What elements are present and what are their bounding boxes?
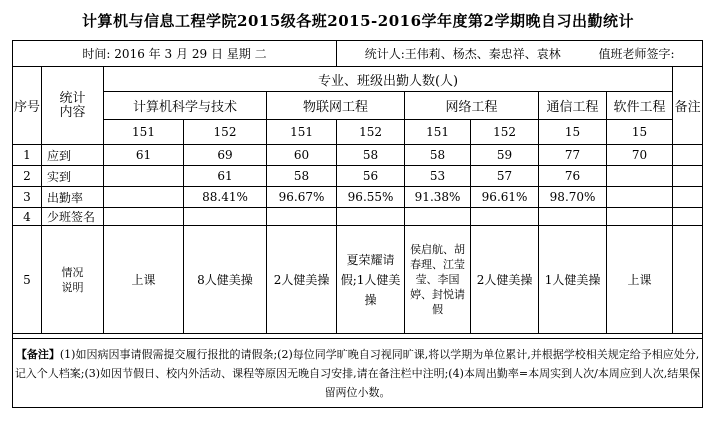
data-cell	[104, 208, 184, 226]
counter-label: 统计人:	[364, 47, 405, 61]
dept-software: 软件工程	[607, 92, 673, 120]
row-label: 实到	[42, 166, 104, 187]
seq-cell: 1	[13, 145, 42, 166]
data-cell: 53	[405, 166, 471, 187]
data-cell: 96.67%	[267, 187, 337, 208]
header-class-row	[13, 120, 703, 145]
situation-label-line2: 说明	[61, 280, 84, 294]
remark-cell	[673, 145, 703, 166]
data-cell	[104, 187, 184, 208]
data-cell: 60	[267, 145, 337, 166]
table-row-situation	[13, 226, 703, 334]
month-value: 3	[164, 47, 173, 61]
data-cell: 98.70%	[539, 187, 607, 208]
data-cell: 1人健美操	[539, 226, 607, 334]
day-value: 29	[191, 47, 208, 61]
notes-label: 【备注】	[15, 347, 60, 361]
data-cell: 59	[471, 145, 539, 166]
table-row-due	[13, 145, 703, 166]
dept-iot: 物联网工程	[267, 92, 405, 120]
class-header: 151	[405, 120, 471, 145]
row-label	[42, 226, 104, 334]
remark-cell	[673, 166, 703, 187]
seq-cell: 5	[13, 226, 42, 334]
stat-header	[42, 67, 104, 145]
table-row-absent	[13, 208, 703, 226]
header-dept-row	[13, 92, 703, 120]
data-cell	[337, 208, 405, 226]
data-cell	[405, 208, 471, 226]
data-cell: 57	[471, 166, 539, 187]
data-cell: 76	[539, 166, 607, 187]
data-cell	[539, 208, 607, 226]
data-cell: 91.38%	[405, 187, 471, 208]
notes-row	[13, 339, 703, 408]
data-cell	[104, 166, 184, 187]
class-header: 15	[607, 120, 673, 145]
weekday-label: 星期	[226, 47, 251, 61]
notes-cell	[13, 339, 703, 408]
class-header: 152	[184, 120, 267, 145]
data-cell: 58	[337, 145, 405, 166]
stat-header-line2: 内容	[59, 104, 86, 120]
dept-cs: 计算机科学与技术	[104, 92, 267, 120]
remark-header: 备注	[673, 67, 703, 145]
class-header: 151	[267, 120, 337, 145]
data-cell: 2人健美操	[471, 226, 539, 334]
data-cell	[267, 208, 337, 226]
data-cell	[607, 208, 673, 226]
seq-header: 序号	[13, 67, 42, 145]
data-cell	[607, 166, 673, 187]
data-cell: 58	[267, 166, 337, 187]
year-unit: 年	[148, 47, 161, 61]
stat-header-line1: 统计	[59, 90, 86, 106]
counter-names: 王伟莉、杨杰、秦忠祥、袁林	[404, 47, 561, 61]
data-cell	[471, 208, 539, 226]
header-major-row	[13, 67, 703, 92]
situation-label-line1: 情况	[61, 265, 84, 279]
notes-text: (1)如因病因事请假需提交履行报批的请假条;(2)每位同学旷晚自习视同旷课,将以学期为单位累计,并根据学校相关规定给予相应处分,记入个人档案;(3)如因节假日、校内外活动、课程等原因无晚自习安排,请在备注栏中注明;(4)本周出勤率=本周实到人次/本周应到人次,结果保留两位小数。	[14, 347, 701, 399]
data-cell: 96.55%	[337, 187, 405, 208]
data-cell: 69	[184, 145, 267, 166]
data-cell: 侯启航、胡春理、江莹莹、李国婷、封悦请假	[405, 226, 471, 334]
data-cell: 上课	[607, 226, 673, 334]
remark-cell	[673, 187, 703, 208]
data-cell: 2人健美操	[267, 226, 337, 334]
remark-cell	[673, 226, 703, 334]
remark-cell	[673, 208, 703, 226]
data-cell: 61	[184, 166, 267, 187]
data-cell	[607, 187, 673, 208]
teacher-sign-label: 值班老师签字:	[598, 47, 675, 61]
counter-cell	[337, 41, 703, 67]
data-cell: 61	[104, 145, 184, 166]
data-cell: 88.41%	[184, 187, 267, 208]
dept-network: 网络工程	[405, 92, 539, 120]
class-header: 152	[337, 120, 405, 145]
data-cell: 56	[337, 166, 405, 187]
data-cell: 70	[607, 145, 673, 166]
class-header: 152	[471, 120, 539, 145]
weekday-value: 二	[254, 47, 267, 61]
data-cell: 58	[405, 145, 471, 166]
table-row-actual	[13, 166, 703, 187]
dept-comm: 通信工程	[539, 92, 607, 120]
row-label: 出勤率	[42, 187, 104, 208]
year-value: 2016	[114, 47, 145, 61]
class-header: 15	[539, 120, 607, 145]
data-cell: 77	[539, 145, 607, 166]
row-label: 应到	[42, 145, 104, 166]
data-cell: 上课	[104, 226, 184, 334]
date-cell	[13, 41, 337, 67]
seq-cell: 3	[13, 187, 42, 208]
data-cell: 96.61%	[471, 187, 539, 208]
data-cell	[184, 208, 267, 226]
time-label: 时间:	[82, 47, 111, 61]
attendance-table	[12, 40, 703, 408]
table-row-rate	[13, 187, 703, 208]
data-cell: 夏荣耀请假;1人健美操	[337, 226, 405, 334]
day-unit: 日	[210, 47, 223, 61]
seq-cell: 2	[13, 166, 42, 187]
data-cell: 8人健美操	[184, 226, 267, 334]
major-header: 专业、班级出勤人数(人)	[104, 67, 673, 92]
class-header: 151	[104, 120, 184, 145]
info-row	[13, 41, 703, 67]
row-label: 少班签名	[42, 208, 104, 226]
month-unit: 月	[175, 47, 188, 61]
seq-cell: 4	[13, 208, 42, 226]
page-title: 计算机与信息工程学院2015级各班2015-2016学年度第2学期晚自习出勤统计	[82, 12, 634, 30]
